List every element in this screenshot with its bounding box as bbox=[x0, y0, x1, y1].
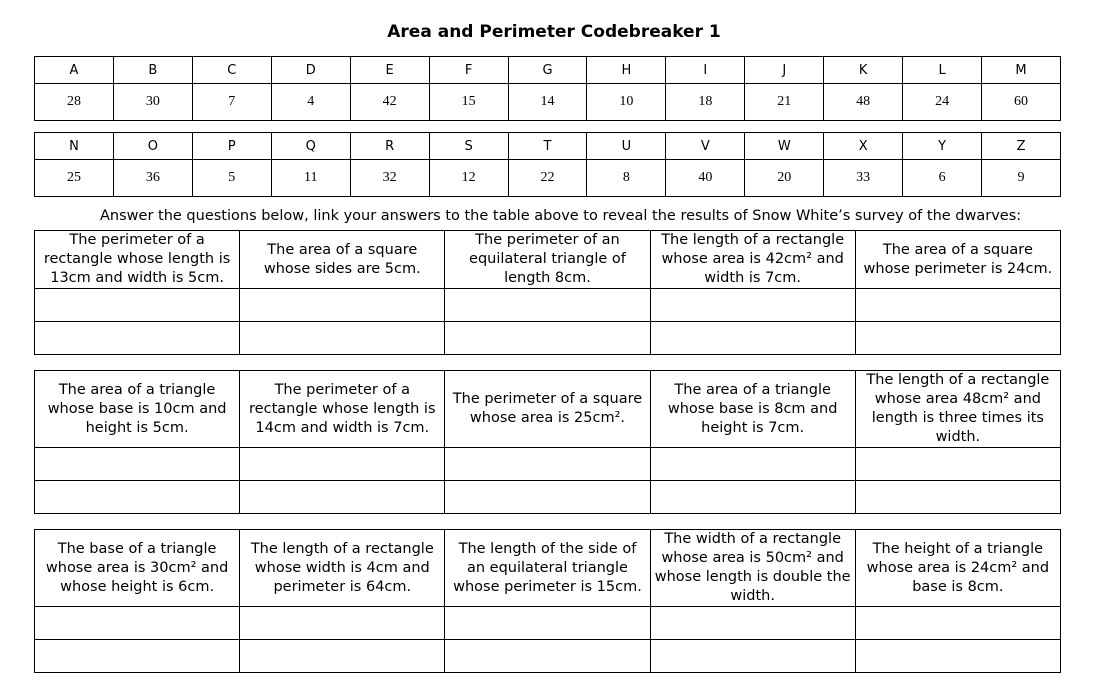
code-letter-cell: T bbox=[508, 133, 587, 160]
question-cell: The base of a triangle whose area is 30cm² and whose height is 6cm. bbox=[35, 530, 240, 607]
letter-cell[interactable] bbox=[35, 640, 240, 673]
code-letter-cell: X bbox=[824, 133, 903, 160]
code-number-cell: 8 bbox=[587, 160, 666, 197]
code-letter-cell: I bbox=[666, 57, 745, 84]
question-row bbox=[35, 371, 1061, 448]
code-number-cell: 33 bbox=[824, 160, 903, 197]
code-number-cell: 42 bbox=[350, 84, 429, 121]
code-letter-cell: J bbox=[745, 57, 824, 84]
answer-cell[interactable] bbox=[445, 448, 650, 481]
answer-cell[interactable] bbox=[35, 289, 240, 322]
answer-cell[interactable] bbox=[650, 607, 855, 640]
code-letter-cell: U bbox=[587, 133, 666, 160]
code-letter-cell: S bbox=[429, 133, 508, 160]
code-number-cell: 21 bbox=[745, 84, 824, 121]
code-number-cell: 24 bbox=[903, 84, 982, 121]
answer-row bbox=[35, 640, 1061, 673]
letter-cell[interactable] bbox=[445, 640, 650, 673]
code-table-n-to-z bbox=[34, 132, 1061, 197]
code-letter-cell: R bbox=[350, 133, 429, 160]
letter-cell[interactable] bbox=[35, 322, 240, 355]
answer-row bbox=[35, 289, 1061, 322]
question-cell: The area of a square whose sides are 5cm. bbox=[240, 231, 445, 289]
question-cell: The length of a rectangle whose area is 42cm² and width is 7cm. bbox=[650, 231, 855, 289]
answer-cell[interactable] bbox=[240, 289, 445, 322]
question-cell: The perimeter of a square whose area is 25cm². bbox=[445, 371, 650, 448]
question-cell: The area of a triangle whose base is 8cm and height is 7cm. bbox=[650, 371, 855, 448]
letter-cell[interactable] bbox=[35, 481, 240, 514]
question-cell: The height of a triangle whose area is 24cm² and base is 8cm. bbox=[855, 530, 1060, 607]
letter-cell[interactable] bbox=[855, 322, 1060, 355]
code-number-cell: 18 bbox=[666, 84, 745, 121]
question-table-2 bbox=[34, 370, 1061, 514]
code-letter-cell: V bbox=[666, 133, 745, 160]
code-letter-cell: L bbox=[903, 57, 982, 84]
code-letter-row bbox=[35, 133, 1061, 160]
answer-row bbox=[35, 607, 1061, 640]
question-cell: The width of a rectangle whose area is 50cm² and whose length is double the width. bbox=[650, 530, 855, 607]
code-number-cell: 14 bbox=[508, 84, 587, 121]
question-cell: The length of a rectangle whose width is 4cm and perimeter is 64cm. bbox=[240, 530, 445, 607]
code-letter-cell: W bbox=[745, 133, 824, 160]
answer-cell[interactable] bbox=[240, 607, 445, 640]
code-letter-cell: E bbox=[350, 57, 429, 84]
code-letter-cell: Q bbox=[271, 133, 350, 160]
answer-cell[interactable] bbox=[855, 289, 1060, 322]
question-cell: The length of a rectangle whose area 48cm² and length is three times its width. bbox=[855, 371, 1060, 448]
letter-cell[interactable] bbox=[650, 322, 855, 355]
worksheet-title: Area and Perimeter Codebreaker 1 bbox=[387, 22, 721, 42]
question-cell: The area of a square whose perimeter is 24cm. bbox=[855, 231, 1060, 289]
answer-row bbox=[35, 481, 1061, 514]
question-cell: The perimeter of a rectangle whose length is 14cm and width is 7cm. bbox=[240, 371, 445, 448]
answer-cell[interactable] bbox=[650, 448, 855, 481]
code-letter-cell: K bbox=[824, 57, 903, 84]
code-number-cell: 28 bbox=[35, 84, 114, 121]
letter-cell[interactable] bbox=[650, 640, 855, 673]
letter-cell[interactable] bbox=[445, 481, 650, 514]
question-table-1 bbox=[34, 230, 1061, 355]
question-row bbox=[35, 530, 1061, 607]
code-letter-cell: F bbox=[429, 57, 508, 84]
code-number-cell: 7 bbox=[192, 84, 271, 121]
instruction-text: Answer the questions below, link your answers to the table above to reveal the results of Snow White’s survey of the dwarves: bbox=[100, 208, 1022, 224]
code-number-cell: 6 bbox=[903, 160, 982, 197]
answer-cell[interactable] bbox=[445, 289, 650, 322]
code-letter-cell: A bbox=[35, 57, 114, 84]
code-number-cell: 60 bbox=[982, 84, 1061, 121]
code-number-row bbox=[35, 160, 1061, 197]
letter-cell[interactable] bbox=[855, 481, 1060, 514]
question-cell: The perimeter of an equilateral triangle of length 8cm. bbox=[445, 231, 650, 289]
code-letter-cell: Y bbox=[903, 133, 982, 160]
code-number-cell: 10 bbox=[587, 84, 666, 121]
letter-cell[interactable] bbox=[445, 322, 650, 355]
answer-cell[interactable] bbox=[240, 448, 445, 481]
answer-cell[interactable] bbox=[650, 289, 855, 322]
code-number-cell: 30 bbox=[113, 84, 192, 121]
code-number-cell: 12 bbox=[429, 160, 508, 197]
answer-cell[interactable] bbox=[445, 607, 650, 640]
code-table-a-to-m bbox=[34, 56, 1061, 121]
answer-cell[interactable] bbox=[855, 448, 1060, 481]
code-letter-cell: H bbox=[587, 57, 666, 84]
answer-cell[interactable] bbox=[855, 607, 1060, 640]
code-number-cell: 22 bbox=[508, 160, 587, 197]
answer-cell[interactable] bbox=[35, 607, 240, 640]
answer-cell[interactable] bbox=[35, 448, 240, 481]
question-table-3 bbox=[34, 529, 1061, 673]
code-letter-cell: G bbox=[508, 57, 587, 84]
code-number-cell: 11 bbox=[271, 160, 350, 197]
code-number-row bbox=[35, 84, 1061, 121]
code-letter-cell: M bbox=[982, 57, 1061, 84]
letter-cell[interactable] bbox=[240, 322, 445, 355]
code-letter-cell: N bbox=[35, 133, 114, 160]
answer-row bbox=[35, 322, 1061, 355]
code-number-cell: 15 bbox=[429, 84, 508, 121]
code-number-cell: 5 bbox=[192, 160, 271, 197]
code-letter-row bbox=[35, 57, 1061, 84]
code-number-cell: 32 bbox=[350, 160, 429, 197]
letter-cell[interactable] bbox=[240, 640, 445, 673]
code-number-cell: 25 bbox=[35, 160, 114, 197]
code-number-cell: 4 bbox=[271, 84, 350, 121]
letter-cell[interactable] bbox=[240, 481, 445, 514]
code-letter-cell: B bbox=[113, 57, 192, 84]
code-number-cell: 9 bbox=[982, 160, 1061, 197]
code-letter-cell: C bbox=[192, 57, 271, 84]
code-letter-cell: Z bbox=[982, 133, 1061, 160]
letter-cell[interactable] bbox=[650, 481, 855, 514]
code-number-cell: 20 bbox=[745, 160, 824, 197]
code-letter-cell: O bbox=[113, 133, 192, 160]
code-letter-cell: P bbox=[192, 133, 271, 160]
question-cell: The length of the side of an equilateral triangle whose perimeter is 15cm. bbox=[445, 530, 650, 607]
question-row bbox=[35, 231, 1061, 289]
code-letter-cell: D bbox=[271, 57, 350, 84]
answer-row bbox=[35, 448, 1061, 481]
code-number-cell: 40 bbox=[666, 160, 745, 197]
code-number-cell: 36 bbox=[113, 160, 192, 197]
code-number-cell: 48 bbox=[824, 84, 903, 121]
letter-cell[interactable] bbox=[855, 640, 1060, 673]
question-cell: The area of a triangle whose base is 10cm and height is 5cm. bbox=[35, 371, 240, 448]
question-cell: The perimeter of a rectangle whose length is 13cm and width is 5cm. bbox=[35, 231, 240, 289]
